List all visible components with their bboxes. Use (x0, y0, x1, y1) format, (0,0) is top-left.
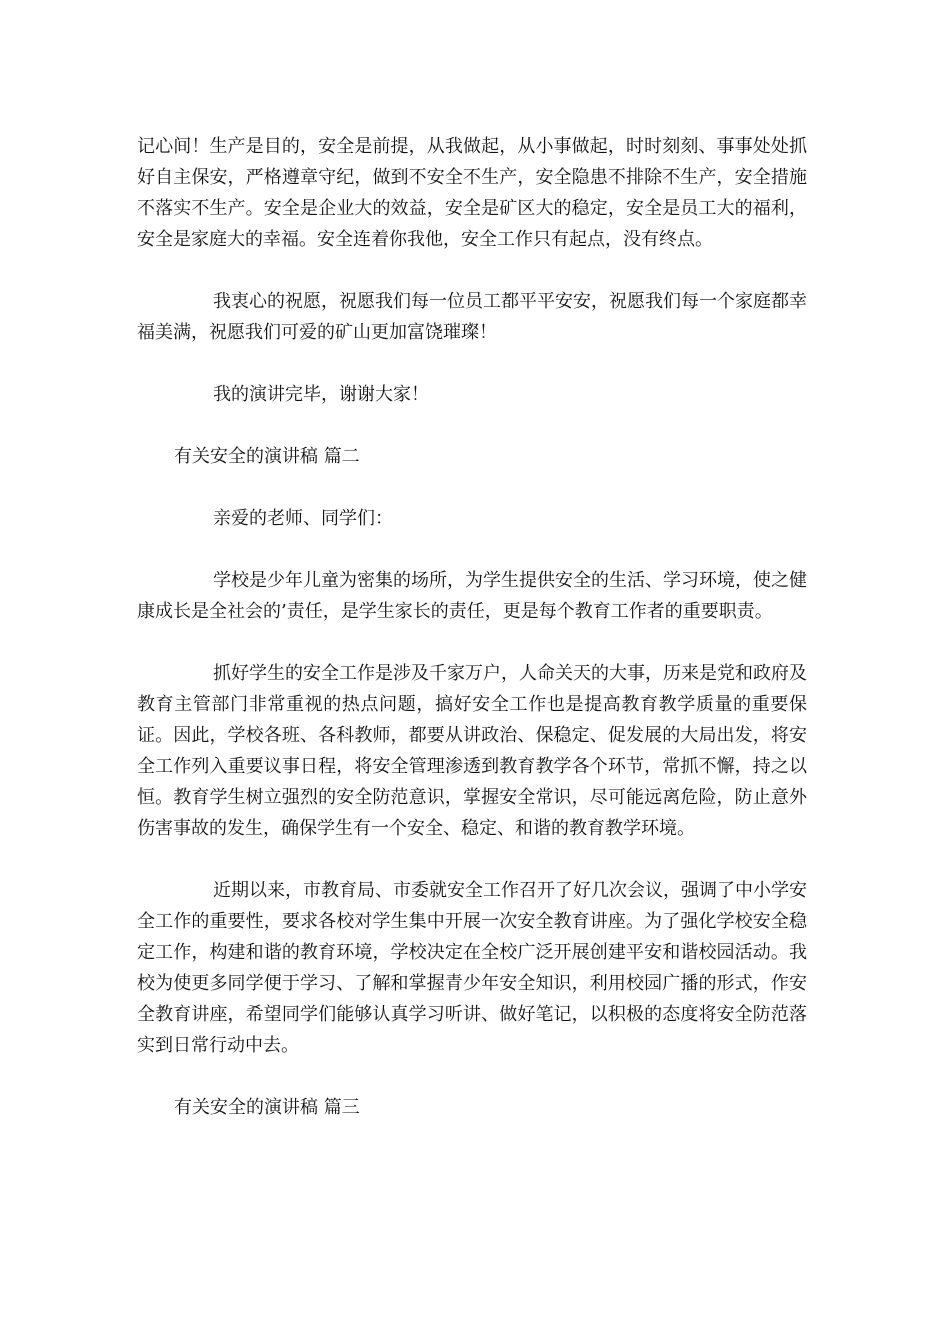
paragraph-student-safety-work: 抓好学生的安全工作是涉及千家万户，人命关天的大事，历来是党和政府及教育主管部门非常重视的热点问题，搞好安全工作也是提高教育教学质量的重要保证。因此，学校各班、各科教师，都要从讲政治、保稳定、促发展的大局出发，将安全工作列入重要议事日程，将安全管理渗透到教育教学各个环节，常抓不懈，持之以恒。教育学生树立强烈的安全防范意识，掌握安全常识，尽可能远离危险，防止意外伤害事故的发生，确保学生有一个安全、稳定、和谐的教育教学环境。 (137, 663, 807, 839)
section-heading-part-three: 有关安全的演讲稿 篇三 (174, 1097, 360, 1118)
section-heading-part-two: 有关安全的演讲稿 篇二 (174, 446, 360, 467)
paragraph-wishes: 我衷心的祝愿，祝愿我们每一位员工都平平安安，祝愿我们每一个家庭都幸福美满，祝愿我们可爱的矿山更加富饶璀璨！ (137, 291, 807, 343)
document-body (137, 131, 807, 1154)
salutation: 亲爱的老师、同学们： (213, 508, 393, 529)
paragraph-recent-meetings: 近期以来，市教育局、市委就安全工作召开了好几次会议，强调了中小学安全工作的重要性，要求各校对学生集中开展一次安全教育讲座。为了强化学校安全稳定工作，构建和谐的教育环境，学校决定在全校广泛开展创建平安和谐校园活动。我校为使更多同学便于学习、了解和掌握青少年安全知识，利用校园广播的形式，作安全教育讲座，希望同学们能够认真学习听讲、做好笔记，以积极的态度将安全防范落实到日常行动中去。 (137, 880, 807, 1056)
paragraph-school-environment: 学校是少年儿童为密集的场所，为学生提供安全的生活、学习环境，使之健康成长是全社会的’责任，是学生家长的责任，更是每个教育工作者的重要职责。 (137, 570, 807, 622)
paragraph-closing: 我的演讲完毕，谢谢大家！ (213, 384, 429, 405)
paragraph-safety-commitment: 记心间！生产是目的，安全是前提，从我做起，从小事做起，时时刻刻、事事处处抓好自主保安，严格遵章守纪，做到不安全不生产，安全隐患不排除不生产，安全措施不落实不生产。安全是企业大的效益，安全是矿区大的稳定，安全是员工大的福利，安全是家庭大的幸福。安全连着你我他，安全工作只有起点，没有终点。 (137, 136, 807, 250)
